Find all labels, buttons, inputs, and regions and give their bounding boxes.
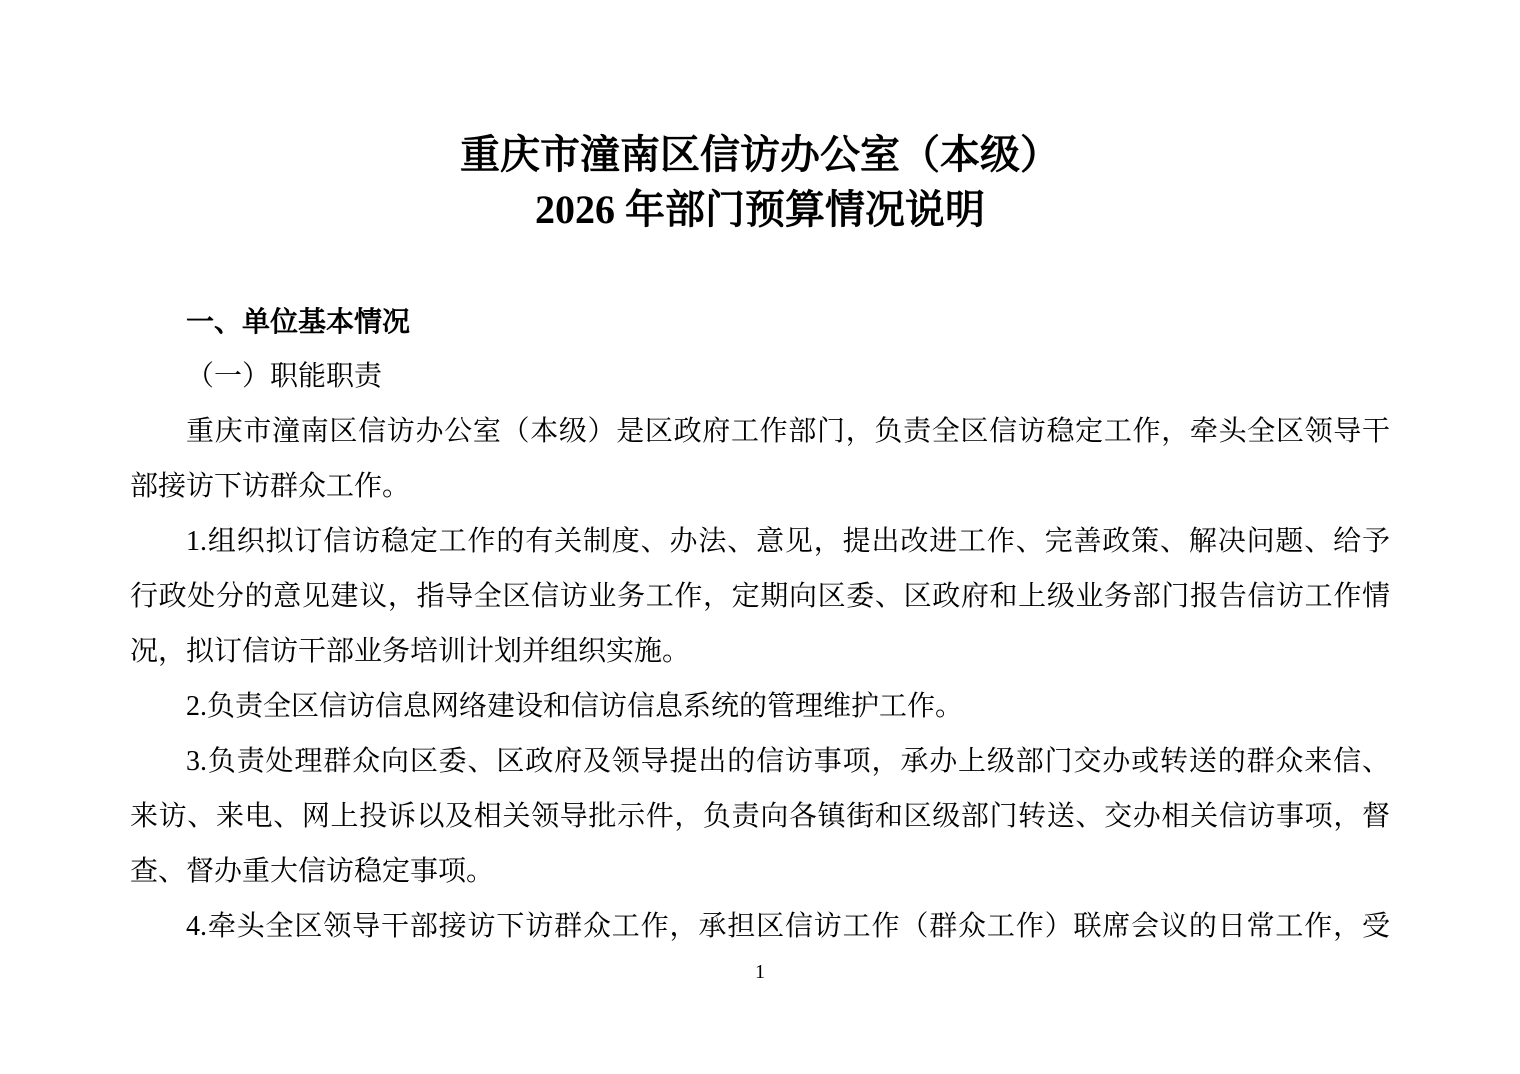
- page-number: 1: [755, 961, 765, 983]
- paragraph-line: 况，拟订信访干部业务培训计划并组织实施。: [130, 636, 691, 667]
- paragraph-line: 1.组织拟订信访稳定工作的有关制度、办法、意见，提出改进工作、完善政策、解决问题、给予: [186, 526, 1390, 557]
- document-title: [130, 127, 1390, 237]
- paragraph-line: 重庆市潼南区信访办公室（本级）是区政府工作部门，负责全区信访稳定工作，牵头全区领导干: [186, 416, 1390, 447]
- subsection-heading-functions-duties: （一）职能职责: [186, 361, 383, 392]
- paragraph-line: 2.负责全区信访信息网络建设和信访信息系统的管理维护工作。: [186, 691, 964, 722]
- paragraph-duty-3: [130, 734, 1390, 899]
- paragraph-line: 4.牵头全区领导干部接访下访群众工作，承担区信访工作（群众工作）联席会议的日常工作，受: [186, 911, 1390, 942]
- paragraph-line: 3.负责处理群众向区委、区政府及领导提出的信访事项，承办上级部门交办或转送的群众来信、: [186, 746, 1390, 777]
- paragraph-line: 部接访下访群众工作。: [130, 471, 411, 502]
- document-title-line-2: 2026 年部门预算情况说明: [535, 187, 985, 232]
- document-title-line-1: 重庆市潼南区信访办公室（本级）: [460, 132, 1060, 177]
- section-heading-unit-basic-info: 一、单位基本情况: [186, 306, 411, 337]
- paragraph-duty-1: [130, 514, 1390, 679]
- paragraph-line: 行政处分的意见建议，指导全区信访业务工作，定期向区委、区政府和上级业务部门报告信访工作情: [130, 581, 1390, 612]
- paragraph-line: 查、督办重大信访稳定事项。: [130, 856, 495, 887]
- title-spacer: [130, 237, 1390, 294]
- paragraph-duty-2: [130, 679, 1390, 734]
- paragraph-duty-4: [130, 899, 1390, 954]
- paragraph-line: 来访、来电、网上投诉以及相关领导批示件，负责向各镇街和区级部门转送、交办相关信访事项，督: [130, 801, 1390, 832]
- paragraph-intro: [130, 404, 1390, 514]
